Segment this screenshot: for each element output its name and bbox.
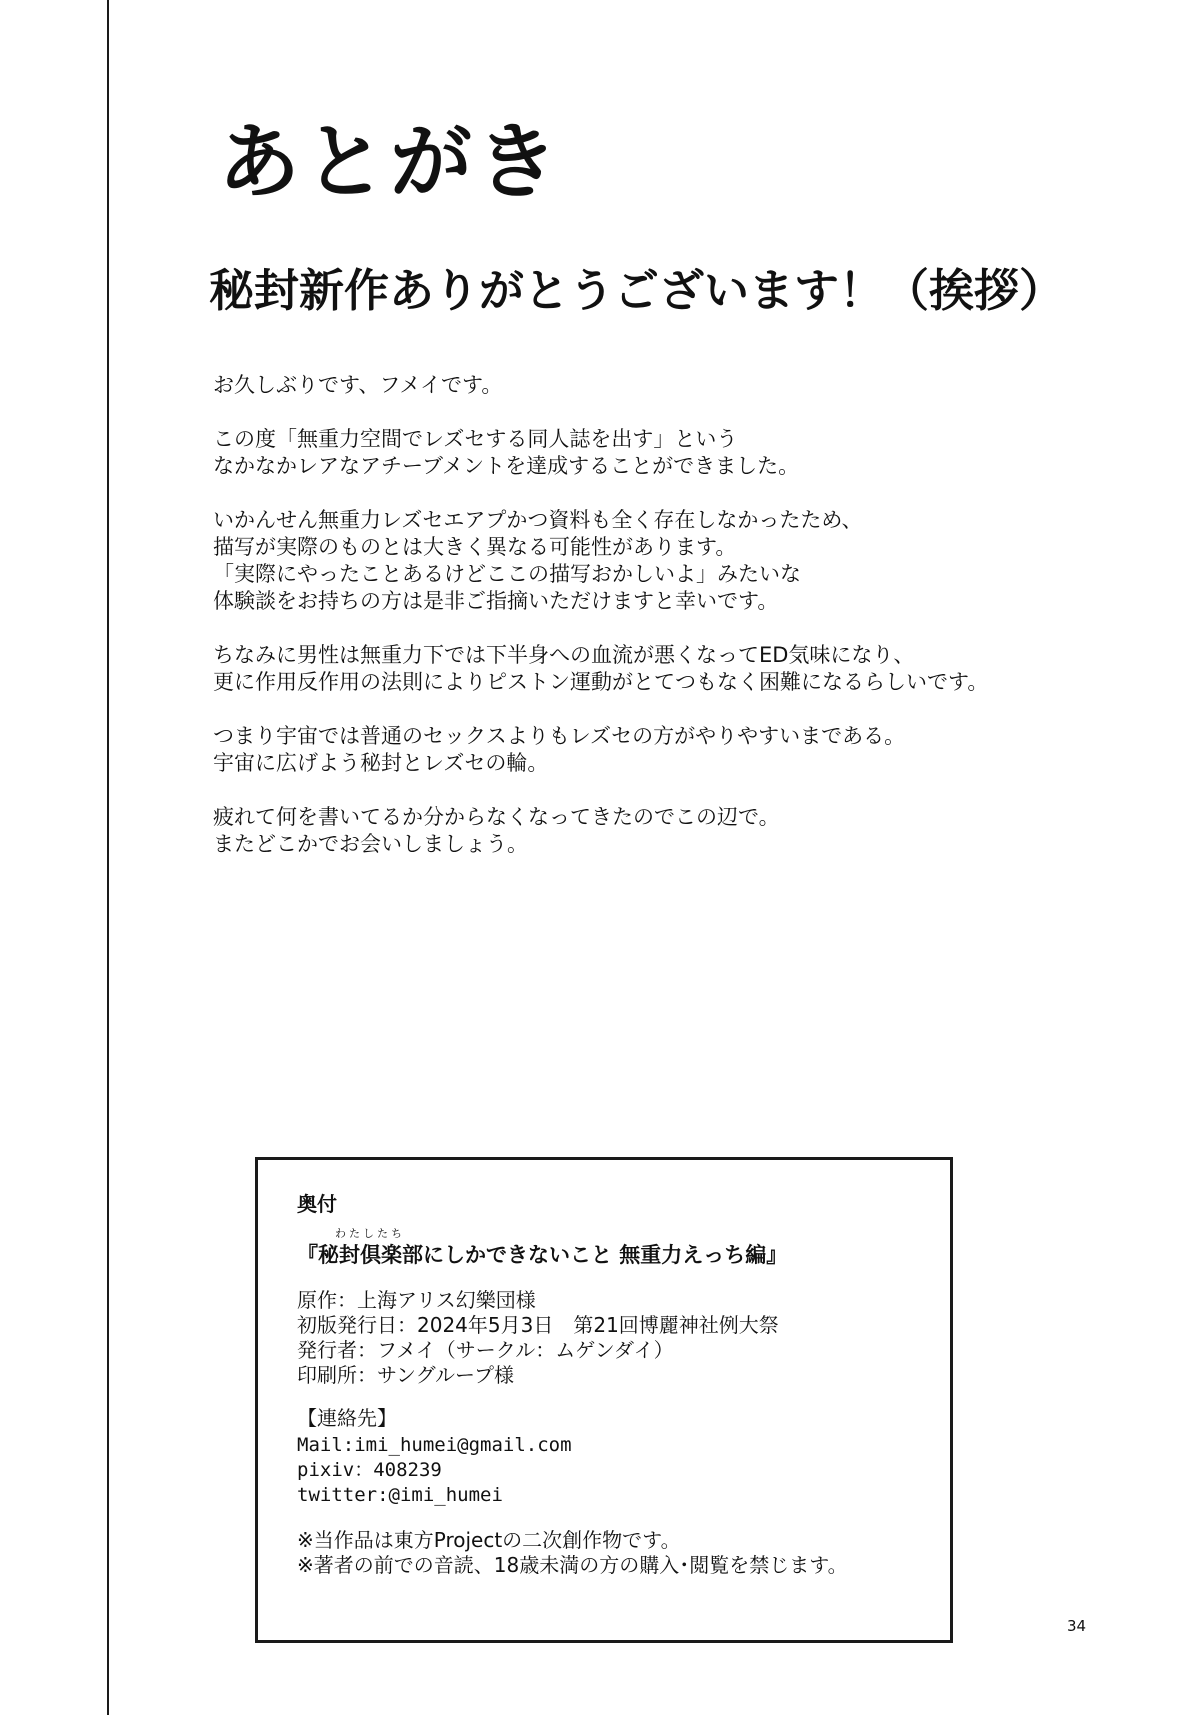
- note-line: ※当作品は東方Projectの二次創作物です。: [297, 1528, 681, 1552]
- paragraph-line: 「実際にやったことあるけどここの描写おかしいよ」みたいな: [213, 562, 801, 586]
- contact-twitter: twitter:@imi_humei: [297, 1484, 503, 1506]
- paragraph-line: 描写が実際のものとは大きく異なる可能性があります。: [213, 535, 737, 559]
- work-title-text: 『秘封倶楽部にしかできないこと 無重力えっち編』: [297, 1243, 788, 1267]
- paragraph-line: この度「無重力空間でレズセする同人誌を出す」という: [213, 427, 738, 451]
- afterword-paragraph: [213, 804, 1113, 858]
- paragraph-line: ちなみに男性は無重力下では下半身への血流が悪くなってED気味になり、: [213, 643, 915, 667]
- info-line: 原作：上海アリス幻樂団様: [297, 1288, 536, 1312]
- contact-pixiv: pixiv：408239: [297, 1459, 442, 1481]
- paragraph-line: 疲れて何を書いてるか分からなくなってきたのでこの辺で。: [213, 805, 780, 829]
- work-title: [297, 1227, 950, 1268]
- afterword-paragraph: [213, 642, 1113, 696]
- afterword-paragraph: [213, 723, 1113, 777]
- paragraph-line: いかんせん無重力レズセエアプかつ資料も全く存在しなかったため、: [213, 508, 863, 532]
- info-line: 印刷所：サングループ様: [297, 1363, 514, 1387]
- paragraph-line: なかなかレアなアチーブメントを達成することができました。: [213, 454, 800, 478]
- paragraph-line: またどこかでお会いしましょう。: [213, 832, 528, 856]
- colophon-heading: 奥付: [297, 1192, 337, 1216]
- afterword-paragraph: [213, 507, 1113, 615]
- paragraph-line: 更に作用反作用の法則によりピストン運動がとてつもなく困難になるらしいです。: [213, 670, 989, 694]
- info-line: 初版発行日：2024年5月3日 第21回博麗神社例大祭: [297, 1313, 779, 1337]
- afterword-subheading: 秘封新作ありがとうございます！（挨拶）: [209, 264, 1065, 317]
- title-ruby: わたしたち: [335, 1227, 405, 1240]
- paragraph-line: 体験談をお持ちの方は是非ご指摘いただけますと幸いです。: [213, 589, 779, 613]
- afterword-paragraph: [213, 426, 1113, 480]
- contact-list: [297, 1433, 950, 1508]
- afterword-paragraph: [213, 372, 1113, 399]
- note-line: ※著者の前での音読、18歳未満の方の購入･閲覧を禁じます。: [297, 1553, 848, 1577]
- contact-heading: 【連絡先】: [297, 1406, 397, 1430]
- page-margin-rule: [107, 0, 109, 1715]
- publication-info: [297, 1288, 950, 1388]
- colophon-notes: [297, 1528, 950, 1578]
- paragraph-line: お久しぶりです、フメイです。: [213, 373, 503, 397]
- contact-mail: Mail:imi_humei@gmail.com: [297, 1434, 572, 1456]
- paragraph-line: つまり宇宙では普通のセックスよりもレズセの方がやりやすいまである。: [213, 724, 906, 748]
- paragraph-line: 宇宙に広げよう秘封とレズセの輪。: [213, 751, 549, 775]
- afterword-heading: あとがき: [218, 115, 563, 210]
- info-line: 発行者：フメイ（サークル：ムゲンダイ）: [297, 1338, 674, 1362]
- colophon-box: [255, 1157, 953, 1643]
- afterword-body: [213, 372, 1113, 885]
- page-number: 34: [1067, 1617, 1087, 1635]
